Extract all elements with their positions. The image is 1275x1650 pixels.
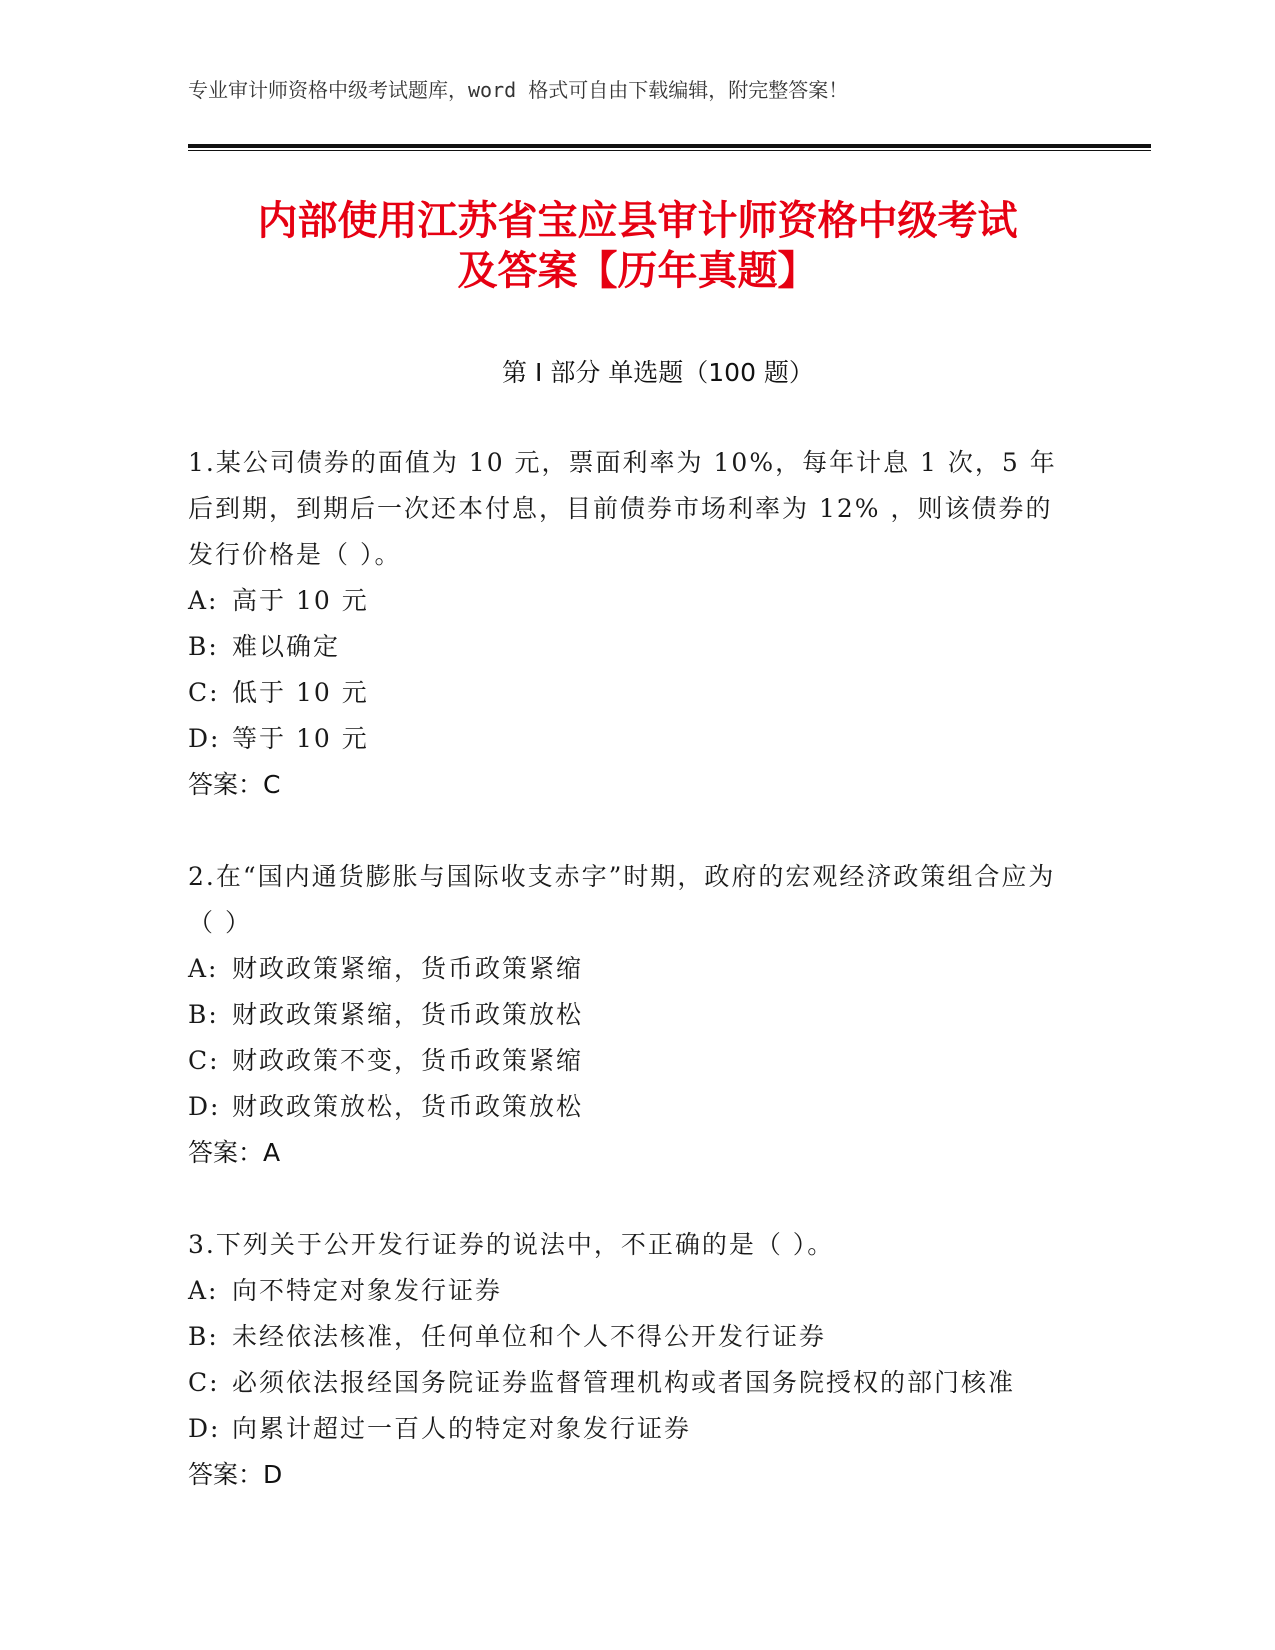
answer-line: 答案：D (188, 1460, 283, 1489)
option-a (188, 946, 1068, 992)
question-2 (188, 854, 1068, 1176)
document-title-line-1: 内部使用江苏省宝应县审计师资格中级考试 (257, 198, 1018, 244)
option-key: B: (188, 1322, 219, 1351)
option-d (188, 1084, 1068, 1130)
option-a (188, 578, 1068, 624)
question-3 (188, 1222, 1068, 1498)
option-text: 向不特定对象发行证券 (232, 1276, 503, 1305)
option-b (188, 624, 1068, 670)
option-c (188, 1360, 1068, 1406)
option-key: C: (188, 678, 220, 707)
answer-line: 答案：A (188, 1138, 281, 1167)
option-key: D: (188, 724, 221, 753)
option-c (188, 670, 1068, 716)
option-text: 必须依法报经国务院证券监督管理机构或者国务院授权的部门核准 (232, 1368, 1016, 1397)
option-text: 低于 10 元 (232, 678, 369, 707)
question-stem: 1.某公司债券的面值为 10 元，票面利率为 10%，每年计息 1 次，5 年后到期，到期后一次还本付息，目前债券市场利率为 12% ，则该债券的发行价格是（ ）。 (188, 448, 1057, 569)
option-text: 难以确定 (232, 632, 341, 661)
option-b (188, 1314, 1068, 1360)
option-text: 高于 10 元 (232, 586, 369, 615)
question-stem: 3.下列关于公开发行证券的说法中，不正确的是（ ）。 (188, 1230, 835, 1259)
option-key: A: (188, 1276, 219, 1305)
option-a (188, 1268, 1068, 1314)
option-key: C: (188, 1046, 220, 1075)
option-text: 财政政策紧缩，货币政策放松 (232, 1000, 584, 1029)
option-key: D: (188, 1414, 221, 1443)
answer-line: 答案：C (188, 770, 281, 799)
header-rule-thin (188, 150, 1151, 151)
question-1 (188, 440, 1068, 808)
section-title: 第 I 部分 单选题（100 题） (502, 358, 814, 387)
option-text: 财政政策不变，货币政策紧缩 (232, 1046, 584, 1075)
option-text: 财政政策紧缩，货币政策紧缩 (232, 954, 584, 983)
option-c (188, 1038, 1068, 1084)
question-stem: 2.在“国内通货膨胀与国际收支赤字”时期，政府的宏观经济政策组合应为（ ） (188, 862, 1056, 937)
option-key: A: (188, 586, 219, 615)
option-b (188, 992, 1068, 1038)
option-d (188, 1406, 1068, 1452)
option-text: 未经依法核准，任何单位和个人不得公开发行证券 (232, 1322, 827, 1351)
document-title-line-2: 及答案【历年真题】 (457, 248, 818, 294)
document-title (160, 196, 1115, 296)
option-text: 向累计超过一百人的特定对象发行证券 (232, 1414, 692, 1443)
option-key: B: (188, 1000, 219, 1029)
option-text: 等于 10 元 (232, 724, 369, 753)
option-key: D: (188, 1092, 221, 1121)
option-key: C: (188, 1368, 220, 1397)
question-list (188, 440, 1068, 1544)
option-key: B: (188, 632, 219, 661)
header-rule-thick (188, 144, 1151, 148)
header-note: 专业审计师资格中级考试题库，word 格式可自由下载编辑，附完整答案！ (188, 78, 849, 102)
option-text: 财政政策放松，货币政策放松 (232, 1092, 584, 1121)
option-key: A: (188, 954, 219, 983)
option-d (188, 716, 1068, 762)
